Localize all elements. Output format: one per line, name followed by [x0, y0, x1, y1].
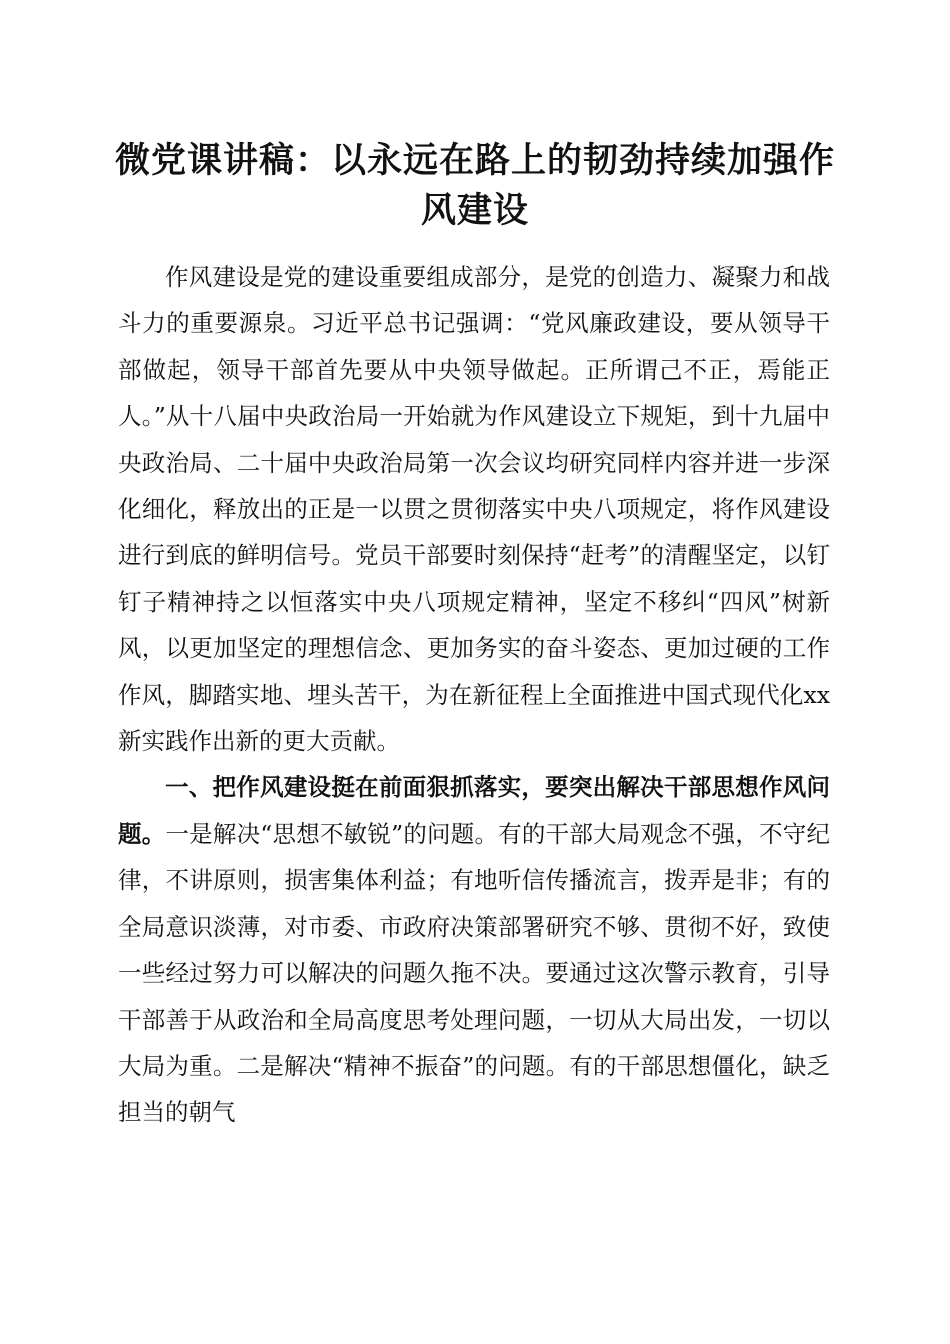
intro-paragraph: 作风建设是党的建设重要组成部分，是党的创造力、凝聚力和战斗力的重要源泉。习近平总书记强调：“党风廉政建设，要从领导干部做起，领导干部首先要从中央领导做起。正所谓己不正，焉能正人。”从十八届中央政治局一开始就为作风建设立下规矩，到十九届中央政治局、二十届中央政治局第一次会议均研究同样内容并进一步深化细化，释放出的正是一以贯之贯彻落实中央八项规定，将作风建设进行到底的鲜明信号。党员干部要时刻保持“赶考”的清醒坚定，以钉钉子精神持之以恒落实中央八项规定精神，坚定不移纠“四风”树新风，以更加坚定的理想信念、更加务实的奋斗姿态、更加过硬的工作作风，脚踏实地、埋头苦干，为在新征程上全面推进中国式现代化xx新实践作出新的更大贡献。 [118, 263, 830, 756]
document-body [118, 254, 830, 1136]
section-one-heading: 一、把作风建设挺在前面狠抓落实，要突出解决干部思想作风问题。 [118, 773, 830, 848]
document-title: 微党课讲稿：以永远在路上的韧劲持续加强作风建设 [114, 140, 835, 231]
section-one-text: 一是解决“思想不敏锐”的问题。有的干部大局观念不强，不守纪律，不讲原则，损害集体利益；有地听信传播流言，拨弄是非；有的全局意识淡薄，对市委、市政府决策部署研究不够、贯彻不好，致使一些经过努力可以解决的问题久拖不决。要通过这次警示教育，引导干部善于从政治和全局高度思考处理问题，一切从大局出发，一切以大局为重。二是解决“精神不振奋”的问题。有的干部思想僵化，缺乏担当的朝气 [118, 819, 831, 1127]
section-one-paragraph [118, 764, 830, 1135]
